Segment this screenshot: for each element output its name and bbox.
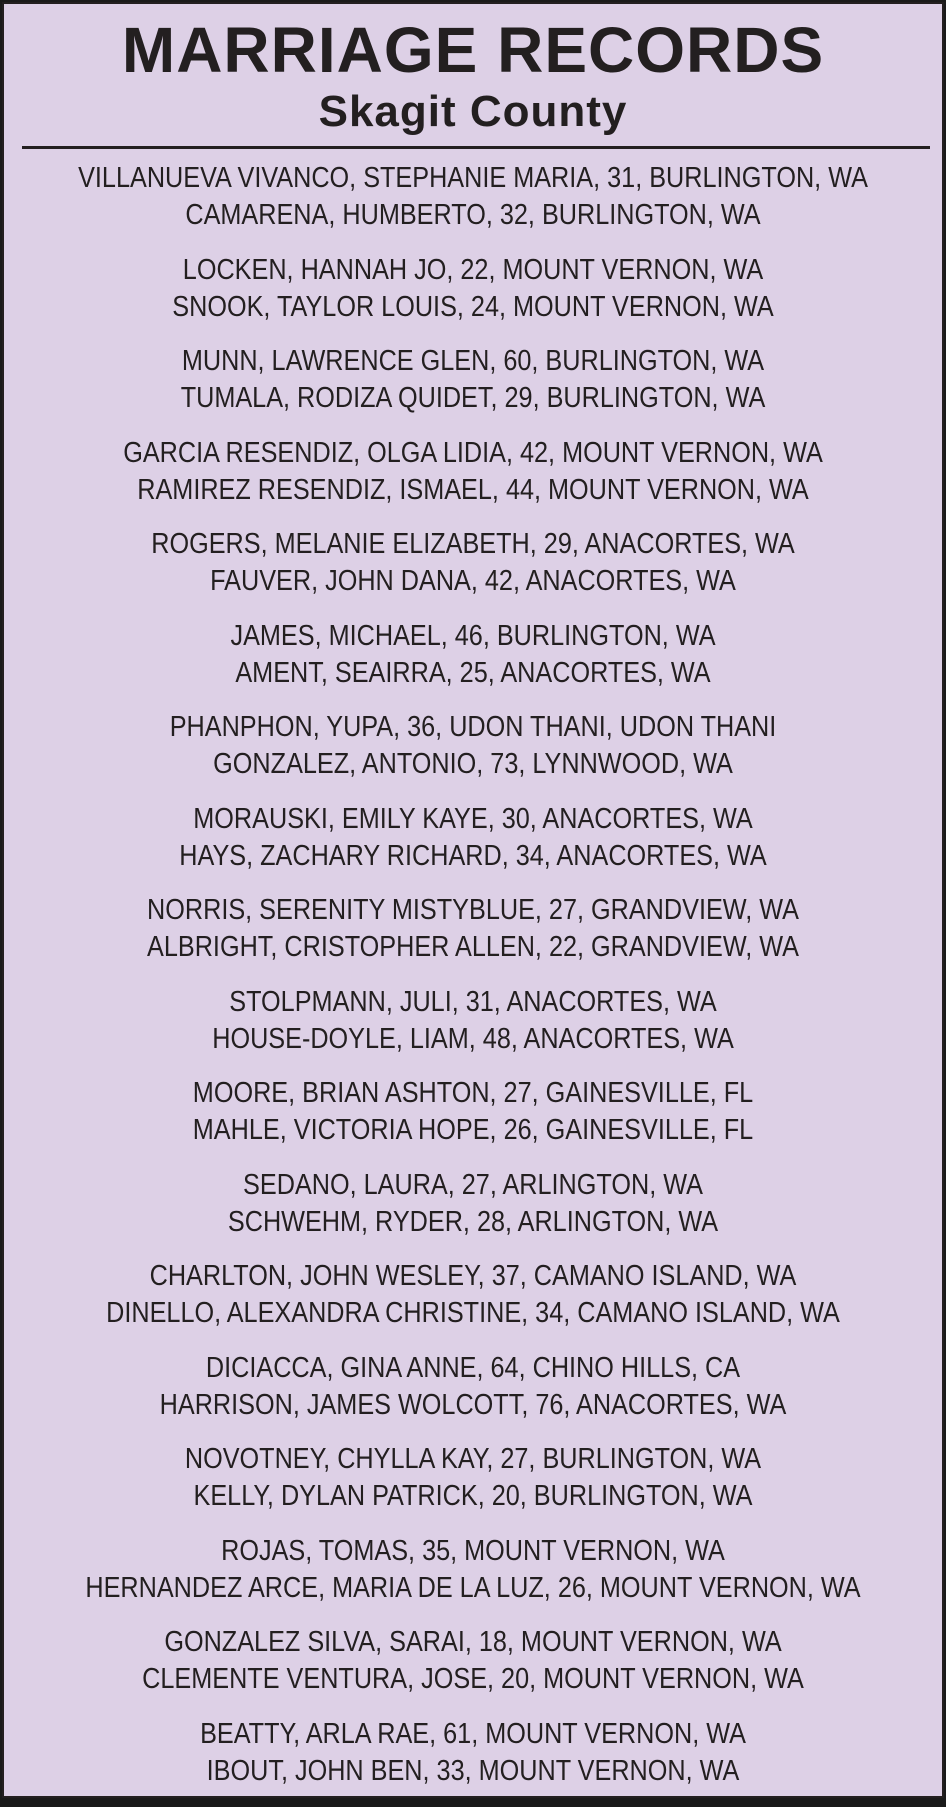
record-entry [4, 1167, 942, 1259]
record-party-one: GARCIA RESENDIZ, OLGA LIDIA, 42, MOUNT VERNON, WA [65, 435, 881, 472]
record-entry [4, 984, 942, 1076]
record-party-one: MOORE, BRIAN ASHTON, 27, GAINESVILLE, FL [65, 1075, 881, 1112]
record-party-two: TUMALA, RODIZA QUIDET, 29, BURLINGTON, WA [65, 380, 881, 417]
record-party-two: CLEMENTE VENTURA, JOSE, 20, MOUNT VERNON, WA [65, 1661, 881, 1698]
record-party-two: DINELLO, ALEXANDRA CHRISTINE, 34, CAMANO ISLAND, WA [65, 1295, 881, 1332]
record-party-one: STOLPMANN, JULI, 31, ANACORTES, WA [65, 984, 881, 1021]
record-party-one: SEDANO, LAURA, 27, ARLINGTON, WA [65, 1167, 881, 1204]
record-entry [4, 1716, 942, 1807]
record-party-two: MAHLE, VICTORIA HOPE, 26, GAINESVILLE, FL [65, 1112, 881, 1149]
page-title: MARRIAGE RECORDS [4, 12, 942, 88]
record-party-two: ALBRIGHT, CRISTOPHER ALLEN, 22, GRANDVIEW, WA [65, 929, 881, 966]
record-party-two: SNOOK, TAYLOR LOUIS, 24, MOUNT VERNON, WA [65, 289, 881, 326]
record-entry [4, 1075, 942, 1167]
record-entry [4, 252, 942, 344]
marriage-records-panel [2, 2, 944, 1798]
record-party-one: MORAUSKI, EMILY KAYE, 30, ANACORTES, WA [65, 801, 881, 838]
record-party-two: HOUSE-DOYLE, LIAM, 48, ANACORTES, WA [65, 1021, 881, 1058]
record-party-one: ROGERS, MELANIE ELIZABETH, 29, ANACORTES, WA [65, 526, 881, 563]
record-party-two: HERNANDEZ ARCE, MARIA DE LA LUZ, 26, MOUNT VERNON, WA [65, 1570, 881, 1607]
record-party-two: FAUVER, JOHN DANA, 42, ANACORTES, WA [65, 563, 881, 600]
record-party-one: JAMES, MICHAEL, 46, BURLINGTON, WA [65, 618, 881, 655]
record-entry [4, 1350, 942, 1442]
header-divider [22, 146, 930, 149]
record-entry [4, 801, 942, 893]
record-party-two: KELLY, DYLAN PATRICK, 20, BURLINGTON, WA [65, 1478, 881, 1515]
record-entry [4, 343, 942, 435]
record-party-one: CHARLTON, JOHN WESLEY, 37, CAMANO ISLAND, WA [65, 1258, 881, 1295]
record-party-two: CAMARENA, HUMBERTO, 32, BURLINGTON, WA [65, 197, 881, 234]
record-party-one: NOVOTNEY, CHYLLA KAY, 27, BURLINGTON, WA [65, 1441, 881, 1478]
record-party-two: RAMIREZ RESENDIZ, ISMAEL, 44, MOUNT VERNON, WA [65, 472, 881, 509]
record-entry [4, 1258, 942, 1350]
record-party-one: LOCKEN, HANNAH JO, 22, MOUNT VERNON, WA [65, 252, 881, 289]
record-party-two: IBOUT, JOHN BEN, 33, MOUNT VERNON, WA [65, 1753, 881, 1790]
record-party-one: MUNN, LAWRENCE GLEN, 60, BURLINGTON, WA [65, 343, 881, 380]
record-party-one: DICIACCA, GINA ANNE, 64, CHINO HILLS, CA [65, 1350, 881, 1387]
record-entry [4, 1533, 942, 1625]
record-party-one: BEATTY, ARLA RAE, 61, MOUNT VERNON, WA [65, 1716, 881, 1753]
record-party-one: NORRIS, SERENITY MISTYBLUE, 27, GRANDVIEW, WA [65, 892, 881, 929]
record-party-one: PHANPHON, YUPA, 36, UDON THANI, UDON THANI [65, 709, 881, 746]
record-party-two: HARRISON, JAMES WOLCOTT, 76, ANACORTES, WA [65, 1387, 881, 1424]
record-party-two: AMENT, SEAIRRA, 25, ANACORTES, WA [65, 655, 881, 692]
record-entry [4, 709, 942, 801]
record-entry [4, 1441, 942, 1533]
record-party-two: SCHWEHM, RYDER, 28, ARLINGTON, WA [65, 1204, 881, 1241]
record-entry [4, 435, 942, 527]
record-party-one: VILLANUEVA VIVANCO, STEPHANIE MARIA, 31, BURLINGTON, WA [65, 160, 881, 197]
records-list [4, 160, 942, 1807]
record-entry [4, 526, 942, 618]
record-party-two: GONZALEZ, ANTONIO, 73, LYNNWOOD, WA [65, 746, 881, 783]
record-entry [4, 1624, 942, 1716]
record-entry [4, 618, 942, 710]
record-entry [4, 892, 942, 984]
record-entry [4, 160, 942, 252]
record-party-one: ROJAS, TOMAS, 35, MOUNT VERNON, WA [65, 1533, 881, 1570]
record-party-one: GONZALEZ SILVA, SARAI, 18, MOUNT VERNON, WA [65, 1624, 881, 1661]
record-party-two: HAYS, ZACHARY RICHARD, 34, ANACORTES, WA [65, 838, 881, 875]
page-subtitle: Skagit County [4, 84, 942, 140]
